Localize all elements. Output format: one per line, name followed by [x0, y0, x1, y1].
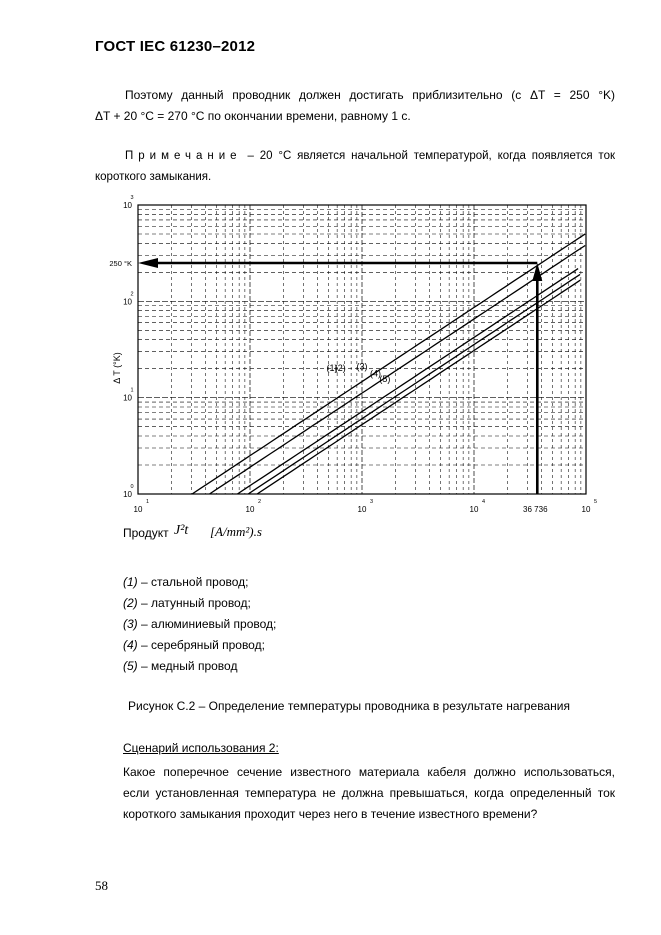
legend-item-4: (4) – серебряный провод;: [123, 638, 265, 652]
intro-line-2: ΔT + 20 °C = 270 °C по окончании времени, равному 1 с.: [95, 109, 411, 123]
series-line-4: [248, 274, 580, 494]
y-tick-label-2: 10: [123, 393, 132, 403]
series-label-1: (1): [326, 362, 338, 373]
x-tick-label-2: 10: [245, 505, 255, 514]
series-line-1: [192, 234, 585, 494]
x-tick-exponent-5: 5: [594, 499, 598, 505]
marker-arrow-up: [532, 263, 542, 281]
y-tick-exponent-4: 3: [130, 195, 134, 201]
note-label: Примечание: [125, 150, 242, 162]
chart-grid: [138, 205, 586, 494]
intro-line-1: Поэтому данный проводник должен достигать приблизительно (с ΔT = 250 °K): [125, 88, 615, 102]
legend-item-5: (5) – медный провод: [123, 659, 238, 673]
y-tick-label-1: 10: [123, 490, 132, 499]
series-label-2: (2): [334, 362, 346, 373]
document-header: ГОСТ IEC 61230–2012: [95, 38, 256, 55]
x-marker-label: 36 736: [523, 505, 548, 514]
chart-curves: [192, 234, 585, 494]
y-tick-exponent-2: 1: [130, 387, 134, 394]
scenario-line-1: Какое поперечное сечение известного материала кабеля должно использоваться,: [123, 765, 615, 779]
legend-item-3: (3) – алюминиевый провод;: [123, 617, 277, 631]
x-tick-exponent-3: 3: [370, 499, 374, 505]
product-label: Продукт: [123, 526, 169, 540]
series-line-3: [237, 269, 578, 494]
series-label-3: (3): [356, 361, 368, 372]
series-line-2: [210, 246, 586, 495]
x-tick-exponent-2: 2: [258, 499, 262, 505]
y-axis-label: Δ T (°K): [112, 352, 122, 384]
x-tick-label-5: 10: [581, 505, 591, 514]
chart-tick-labels: [123, 195, 597, 514]
scenario-title: Сценарий использования 2:: [123, 741, 279, 755]
y-tick-label-3: 10: [123, 297, 132, 307]
x-tick-label-3: 10: [357, 505, 367, 514]
scenario-paragraph: [95, 762, 615, 825]
series-label-4: (4): [370, 368, 382, 379]
y-tick-exponent-3: 2: [130, 291, 134, 298]
scenario-line-2: если установленная температура не должна превышаться, когда определенный ток: [123, 786, 615, 800]
page-number: 58: [95, 878, 108, 893]
product-formula: J²t: [174, 523, 189, 538]
chart-markers: [109, 258, 548, 514]
legend-item-2: (2) – латунный провод;: [123, 596, 251, 610]
marker-arrow-left: [138, 258, 158, 268]
figure-caption: Рисунок С.2 – Определение температуры проводника в результате нагревания: [128, 699, 570, 713]
product-units: [A/mm²).s: [210, 524, 262, 539]
note-line-2: короткого замыкания.: [95, 171, 212, 183]
x-tick-exponent-4: 4: [482, 499, 486, 505]
x-tick-label-4: 10: [469, 505, 479, 514]
scenario-line-3: короткого замыкания проходит через него в течение известного времени?: [123, 807, 538, 821]
note-line-1-text: – 20 °C является начальной температурой, когда появляется ток: [241, 150, 615, 162]
y-tick-label-4: 10: [123, 201, 132, 210]
y-tick-exponent-1: 0: [130, 484, 134, 490]
y-marker-label: 250 °K: [109, 258, 132, 268]
series-label-5: (5): [379, 374, 391, 385]
legend-list: [123, 572, 276, 677]
series-line-5: [257, 280, 580, 494]
x-tick-exponent-1: 1: [146, 499, 150, 505]
legend-item-1: (1) – стальной провод;: [123, 575, 249, 589]
x-tick-label-1: 10: [133, 505, 143, 514]
